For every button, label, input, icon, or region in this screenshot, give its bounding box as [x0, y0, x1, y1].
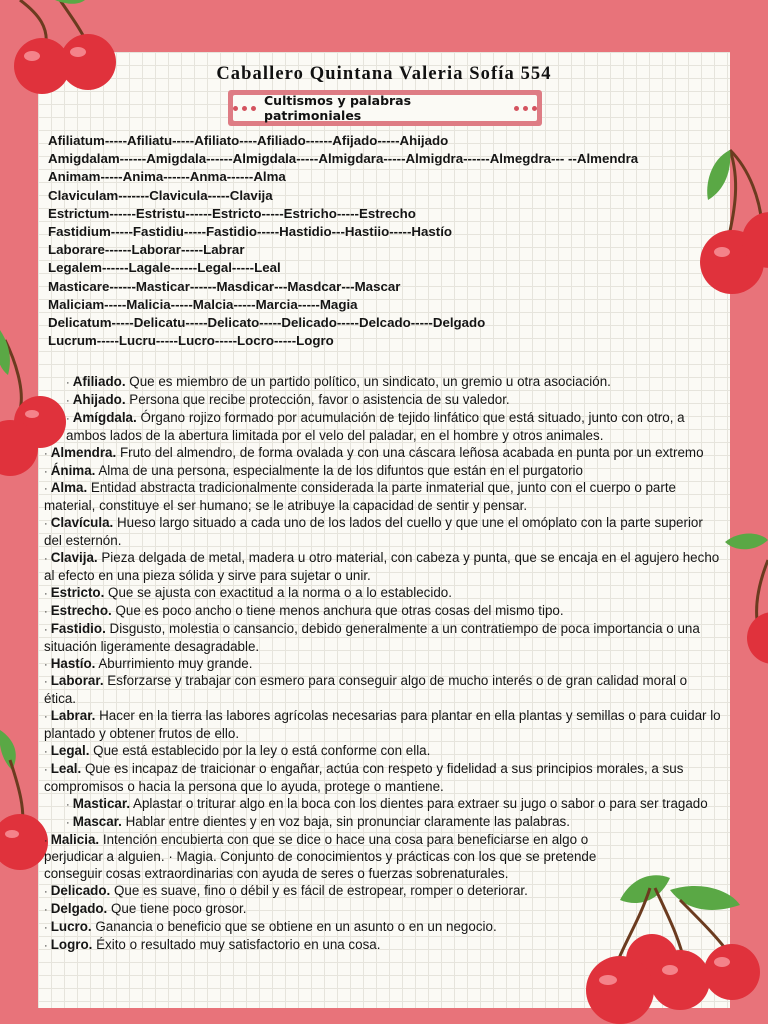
definition-text: Entidad abstracta tradicionalmente considerada la parte inmaterial que, junto con el cuerpo o parte material, constituye el ser humano; se le atribuye la capacidad de sentir y pensar. [44, 480, 677, 514]
evolution-line: Amigdalam------Amigdala------Almigdala-----Almigdara-----Almigdra------Almegdra--- --Almendra [48, 151, 639, 167]
definition-text: Disgusto, molestia o cansancio, debido generalmente a un contratiempo de poca importancia o una situación ligeramente desagradable. [44, 620, 700, 654]
evolution-line: Estrictum------Estristu------Estricto-----Estricho-----Estrecho [48, 205, 416, 221]
definition-term: Laborar. [50, 673, 104, 689]
definition-text: Pieza delgada de metal, madera u otro material, con cabeza y punta, que se encaja en el agujero hecho al efecto en una pieza sólida y sirve para sujetar o unir. [44, 550, 720, 583]
definition-item: · Clavija. Pieza delgada de metal, madera u otro material, con cabeza y punta, que se encaja en el agujero hecho al efecto en una pieza sólida y sirve para sujetar o unir. [44, 550, 720, 583]
evolution-line: Lucrum-----Lucru-----Lucro-----Locro-----Logro [48, 333, 334, 349]
definition-item: · Legal. Que está establecido por la ley o está conforme con ella. [44, 743, 431, 759]
definition-term: Ánima. [50, 462, 96, 478]
definition-term: Clavícula. [50, 515, 114, 531]
definition-text: Que es miembro de un partido político, un sindicato, un gremio u otra asociación. [125, 374, 611, 389]
cherry-right-top-decoration [690, 140, 768, 300]
definition-text: Ganancia o beneficio que se obtiene en un asunto o en un negocio. [91, 919, 497, 935]
definition-text: Órgano rojizo formado por acumulación de tejido linfático que está situado, junto con otro, a ambos lados de la abertura limitada por el velo del paladar, en el hombre y otros animales. [66, 409, 685, 443]
definition-text: Persona que recibe protección, favor o asistencia de su valedor. [125, 391, 510, 407]
definition-term: Almendra. [50, 444, 117, 460]
word-evolution-list [48, 132, 688, 350]
definition-term: Fastidio. [50, 620, 106, 636]
evolution-line: Masticare------Masticar------Masdicar---Masdcar---Mascar [48, 278, 401, 294]
definition-item: · Ánima. Alma de una persona, especialmente la de los difuntos que están en el purgatorio [44, 462, 583, 478]
definition-term: Leal. [50, 760, 82, 776]
definition-item: · Afiliado. Que es miembro de un partido político, un sindicato, un gremio u otra asociación. [66, 374, 611, 389]
definition-item: · Logro. Éxito o resultado muy satisfactorio en una cosa. [44, 937, 381, 952]
definition-text: Que es suave, fino o débil y es fácil de estropear, romper o deteriorar. [110, 883, 528, 899]
definition-term: Malicia. [50, 831, 100, 847]
definition-item: · Ahijado. Persona que recibe protección, favor o asistencia de su valedor. [66, 391, 510, 407]
definition-item: · Delgado. Que tiene poco grosor. [44, 901, 247, 917]
definition-text: Éxito o resultado muy satisfactorio en una cosa. [92, 937, 381, 952]
banner-dots-left [233, 106, 256, 111]
definition-item: · Lucro. Ganancia o beneficio que se obtiene en un asunto o en un negocio. [44, 919, 497, 935]
definition-item: · Labrar. Hacer en la tierra las labores agrícolas necesarias para plantar en ella plantas y semillas o para cuidar lo plantado y obtener frutos de ello. [44, 708, 721, 742]
definition-term: Delicado. [50, 883, 111, 899]
definition-term: Masticar. [72, 795, 131, 811]
evolution-line: Fastidium-----Fastidiu-----Fastidio-----Hastidio---Hastiio-----Hastío [48, 224, 453, 240]
banner-dots-right [514, 106, 537, 111]
definition-text: Fruto del almendro, de forma ovalada y con una cáscara leñosa acabada en punta por un extremo [116, 444, 704, 460]
definition-item: · Leal. Que es incapaz de traicionar o engañar, actúa con respeto y fidelidad a sus principios morales, a sus compromisos o hacia la persona que lo ayuda, protege o mantiene. [44, 760, 684, 794]
definition-term: Lucro. [50, 919, 92, 935]
definition-text: Que es incapaz de traicionar o engañar, actúa con respeto y fidelidad a sus principios morales, a sus compromisos o hacia la persona que lo ayuda, protege o mantiene. [44, 760, 684, 794]
subtitle-banner [228, 90, 542, 126]
definition-term: Ahijado. [72, 391, 126, 407]
evolution-line: Laborare------Laborar-----Labrar [48, 242, 245, 258]
definition-text: Intención encubierta con que se dice o hace una cosa para beneficiarse en algo o perjudicar a alguien. · Magia. Conjunto de conocimientos y prácticas con los que se pretende conseguir cosas extraordinarias con ayuda de seres o fuerzas sobrenaturales. [44, 831, 597, 882]
definition-text: Aburrimiento muy grande. [95, 655, 253, 671]
definition-item: · Delicado. Que es suave, fino o débil y es fácil de estropear, romper o deteriorar. [44, 883, 528, 899]
definition-term: Alma. [50, 480, 88, 496]
cherry-right-middle-decoration [715, 520, 768, 670]
definition-term: Estricto. [50, 584, 105, 600]
definition-text: Esforzarse y trabajar con esmero para conseguir algo de mucho interés o de gran calidad moral o ética. [44, 673, 688, 707]
definition-item: · Amígdala. Órgano rojizo formado por acumulación de tejido linfático que está situado, junto con otro, a ambos lados de la abertura limitada por el velo del paladar, en el hombre y otros animales. [66, 409, 685, 443]
definition-term: Legal. [50, 743, 90, 759]
definition-item: · Malicia. Intención encubierta con que se dice o hace una cosa para beneficiarse en algo o perjudicar a alguien. · Magia. Conjunto de conocimientos y prácticas con los que se pretende conseguir cosas extraordinarias con ayuda de seres o fuerzas sobrenaturales. [44, 831, 597, 882]
evolution-line: Legalem------Lagale------Legal-----Leal [48, 260, 281, 276]
evolution-line: Delicatum-----Delicatu-----Delicato-----Delicado-----Delcado-----Delgado [48, 315, 486, 331]
definition-term: Clavija. [50, 550, 98, 566]
definition-text: Hacer en la tierra las labores agrícolas necesarias para plantar en ella plantas y semillas o para cuidar lo plantado y obtener frutos de ello. [44, 708, 721, 742]
definition-item: · Almendra. Fruto del almendro, de forma ovalada y con una cáscara leñosa acabada en punta por un extremo [44, 444, 704, 460]
definition-text: Que está establecido por la ley o está conforme con ella. [89, 743, 431, 759]
definition-term: Mascar. [72, 813, 122, 829]
definition-text: Que tiene poco grosor. [107, 901, 247, 917]
evolution-line: Claviculam-------Clavicula-----Clavija [48, 187, 273, 203]
definition-item: · Fastidio. Disgusto, molestia o cansancio, debido generalmente a un contratiempo de poca importancia o una situación ligeramente desagradable. [44, 620, 700, 654]
definitions-list [44, 374, 722, 955]
definition-text: Que es poco ancho o tiene menos anchura que otras cosas del mismo tipo. [111, 602, 564, 618]
cherry-top-left-decoration [0, 0, 130, 100]
page-title: Caballero Quintana Valeria Sofía 554 [216, 64, 552, 84]
definition-term: Afiliado. [72, 374, 126, 389]
definition-item: · Mascar. Hablar entre dientes y en voz baja, sin pronunciar claramente las palabras. [66, 813, 570, 829]
definition-item: · Masticar. Aplastar o triturar algo en la boca con los dientes para extraer su jugo o sabor o para ser tragado [66, 795, 708, 811]
definition-term: Hastío. [50, 655, 96, 671]
definition-text: Hablar entre dientes y en voz baja, sin pronunciar claramente las palabras. [121, 813, 570, 829]
definition-item: · Estrecho. Que es poco ancho o tiene menos anchura que otras cosas del mismo tipo. [44, 602, 564, 618]
banner-text: Cultismos y palabras patrimoniales [264, 93, 412, 123]
definition-term: Estrecho. [50, 602, 112, 618]
definition-text: Hueso largo situado a cada uno de los lados del cuello y que une el omóplato con la parte superior del esternón. [44, 515, 703, 549]
definition-item: · Laborar. Esforzarse y trabajar con esmero para conseguir algo de mucho interés o de gran calidad moral o ética. [44, 673, 688, 707]
evolution-line: Maliciam-----Malicia-----Malcia-----Marcia-----Magia [48, 296, 358, 312]
definition-text: Alma de una persona, especialmente la de los difuntos que están en el purgatorio [95, 462, 583, 478]
definition-text: Aplastar o triturar algo en la boca con los dientes para extraer su jugo o sabor o para ser tragado [130, 795, 708, 811]
evolution-line: Animam-----Anima------Anma------Alma [48, 169, 286, 185]
definition-term: Logro. [50, 937, 93, 952]
definition-term: Labrar. [50, 708, 96, 724]
definition-item: · Estricto. Que se ajusta con exactitud a la norma o a lo establecido. [44, 584, 452, 600]
definition-term: Delgado. [50, 901, 108, 917]
definition-term: Amígdala. [72, 409, 137, 425]
definition-text: Que se ajusta con exactitud a la norma o a lo establecido. [104, 584, 452, 600]
definition-item: · Clavícula. Hueso largo situado a cada uno de los lados del cuello y que une el omóplato con la parte superior del esternón. [44, 515, 703, 549]
definition-item: · Hastío. Aburrimiento muy grande. [44, 655, 253, 671]
definition-item: · Alma. Entidad abstracta tradicionalmente considerada la parte inmaterial que, junto con el cuerpo o parte material, constituye el ser humano; se le atribuye la capacidad de sentir y pensar. [44, 480, 677, 514]
evolution-line: Afiliatum-----Afiliatu-----Afiliato----Afiliado------Afijado-----Ahijado [48, 133, 449, 148]
